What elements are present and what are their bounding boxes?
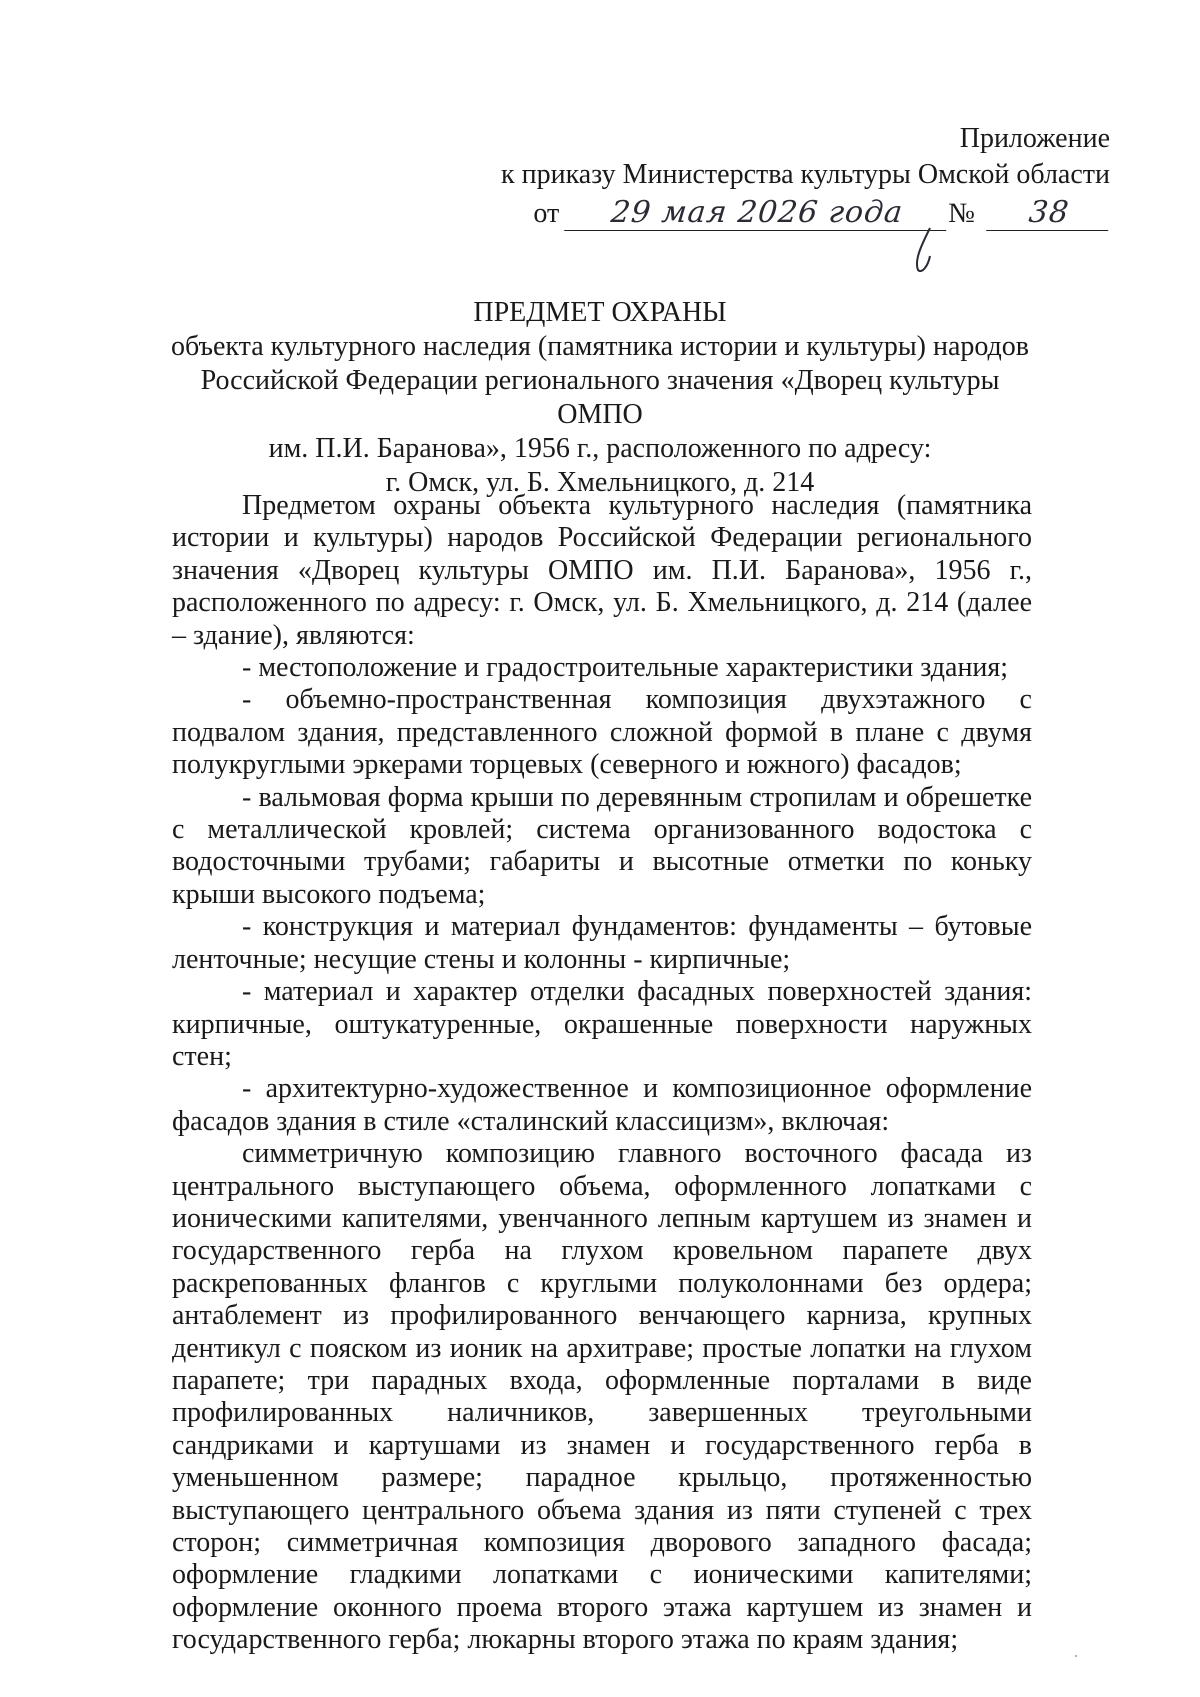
document-body — [172, 490, 1032, 1657]
protection-item-architecture: - архитектурно-художественное и композиционное оформление фасадов здания в стиле «сталинский классицизм», включая: — [172, 1073, 1032, 1137]
number-label: № — [948, 198, 975, 229]
protection-item-facade-finish: - материал и характер отделки фасадных поверхностей здания: кирпичные, оштукатуренные, окрашенные поверхности наружных стен; — [172, 976, 1032, 1072]
title-line-3: им. П.И. Баранова», 1956 г., расположенного по адресу: — [268, 433, 932, 464]
document-heading: ПРЕДМЕТ ОХРАНЫ — [473, 297, 727, 328]
title-address-line: г. Омск, ул. Б. Хмельницкого, д. 214 — [385, 467, 815, 498]
title-line-1: объекта культурного наследия (памятника истории и культуры) народов — [170, 331, 1030, 362]
protection-item-location: - местоположение и градостроительные характеристики здания; — [242, 652, 1009, 684]
handwritten-flourish — [900, 226, 960, 276]
scan-speck — [1075, 1655, 1077, 1657]
appendix-label: Приложение — [959, 123, 1110, 154]
appendix-order-reference: к приказу Министерства культуры Омской области — [501, 159, 1110, 190]
document-title-block — [170, 296, 1030, 500]
protection-item-foundation: - конструкция и материал фундаментов: фундаменты – бутовые ленточные; несущие стены и колонны - кирпичные; — [172, 911, 1032, 975]
protection-item-facade-details: симметричную композицию главного восточного фасада из центрального выступающего объема, оформленного лопатками с ионическими капителями, увенчанного лепным картушем из знамен и государственного герба на глухом кровельном парапете двух раскрепованных флангов с круглыми полуколоннами без ордера; антаблемент из профилированного венчающего карниза, крупных дентикул с пояском из ионик на архитраве; простые лопатки на глухом парапете; три парадных входа, оформленные порталами в виде профилированных наличников, завершенных треугольными сандриками и картушами из знамен и государственного герба в уменьшенном размере; парадное крыльцо, протяженностью выступающего центрального объема здания из пяти ступеней с трех сторон; симметричная композиция дворового западного фасада; оформление гладкими лопатками с ионическими капителями; оформление оконного проема второго этажа картушем из знамен и государственного герба; люкарны второго этажа по краям здания; — [172, 1138, 1032, 1656]
order-date-line — [533, 196, 1110, 232]
title-line-2: Российской Федерации регионального значения «Дворец культуры ОМПО — [200, 365, 1000, 430]
protection-item-composition: - объемно-пространственная композиция двухэтажного с подвалом здания, представленного сложной формой в плане с двумя полукруглыми эркерами торцевых (северного и южного) фасадов; — [172, 684, 1032, 781]
intro-paragraph: Предметом охраны объекта культурного наследия (памятника истории и культуры) народов Российской Федерации регионального значения «Дворец культуры ОМПО им. П.И. Баранова», 1956 г., расположенного по адресу: г. Омск, ул. Б. Хмельницкого, д. 214 (далее – здание), являются: — [172, 490, 1032, 651]
handwritten-order-number: 38 — [986, 196, 1112, 231]
protection-item-roof: - вальмовая форма крыши по деревянным стропилам и обрешетке с металлической кровлей; система организованного водостока с водосточными трубами; габариты и высотные отметки по коньку крыши высокого подъема; — [172, 781, 1032, 910]
handwritten-date: 29 мая 2026 года — [564, 196, 950, 231]
date-prefix: от — [533, 198, 560, 229]
